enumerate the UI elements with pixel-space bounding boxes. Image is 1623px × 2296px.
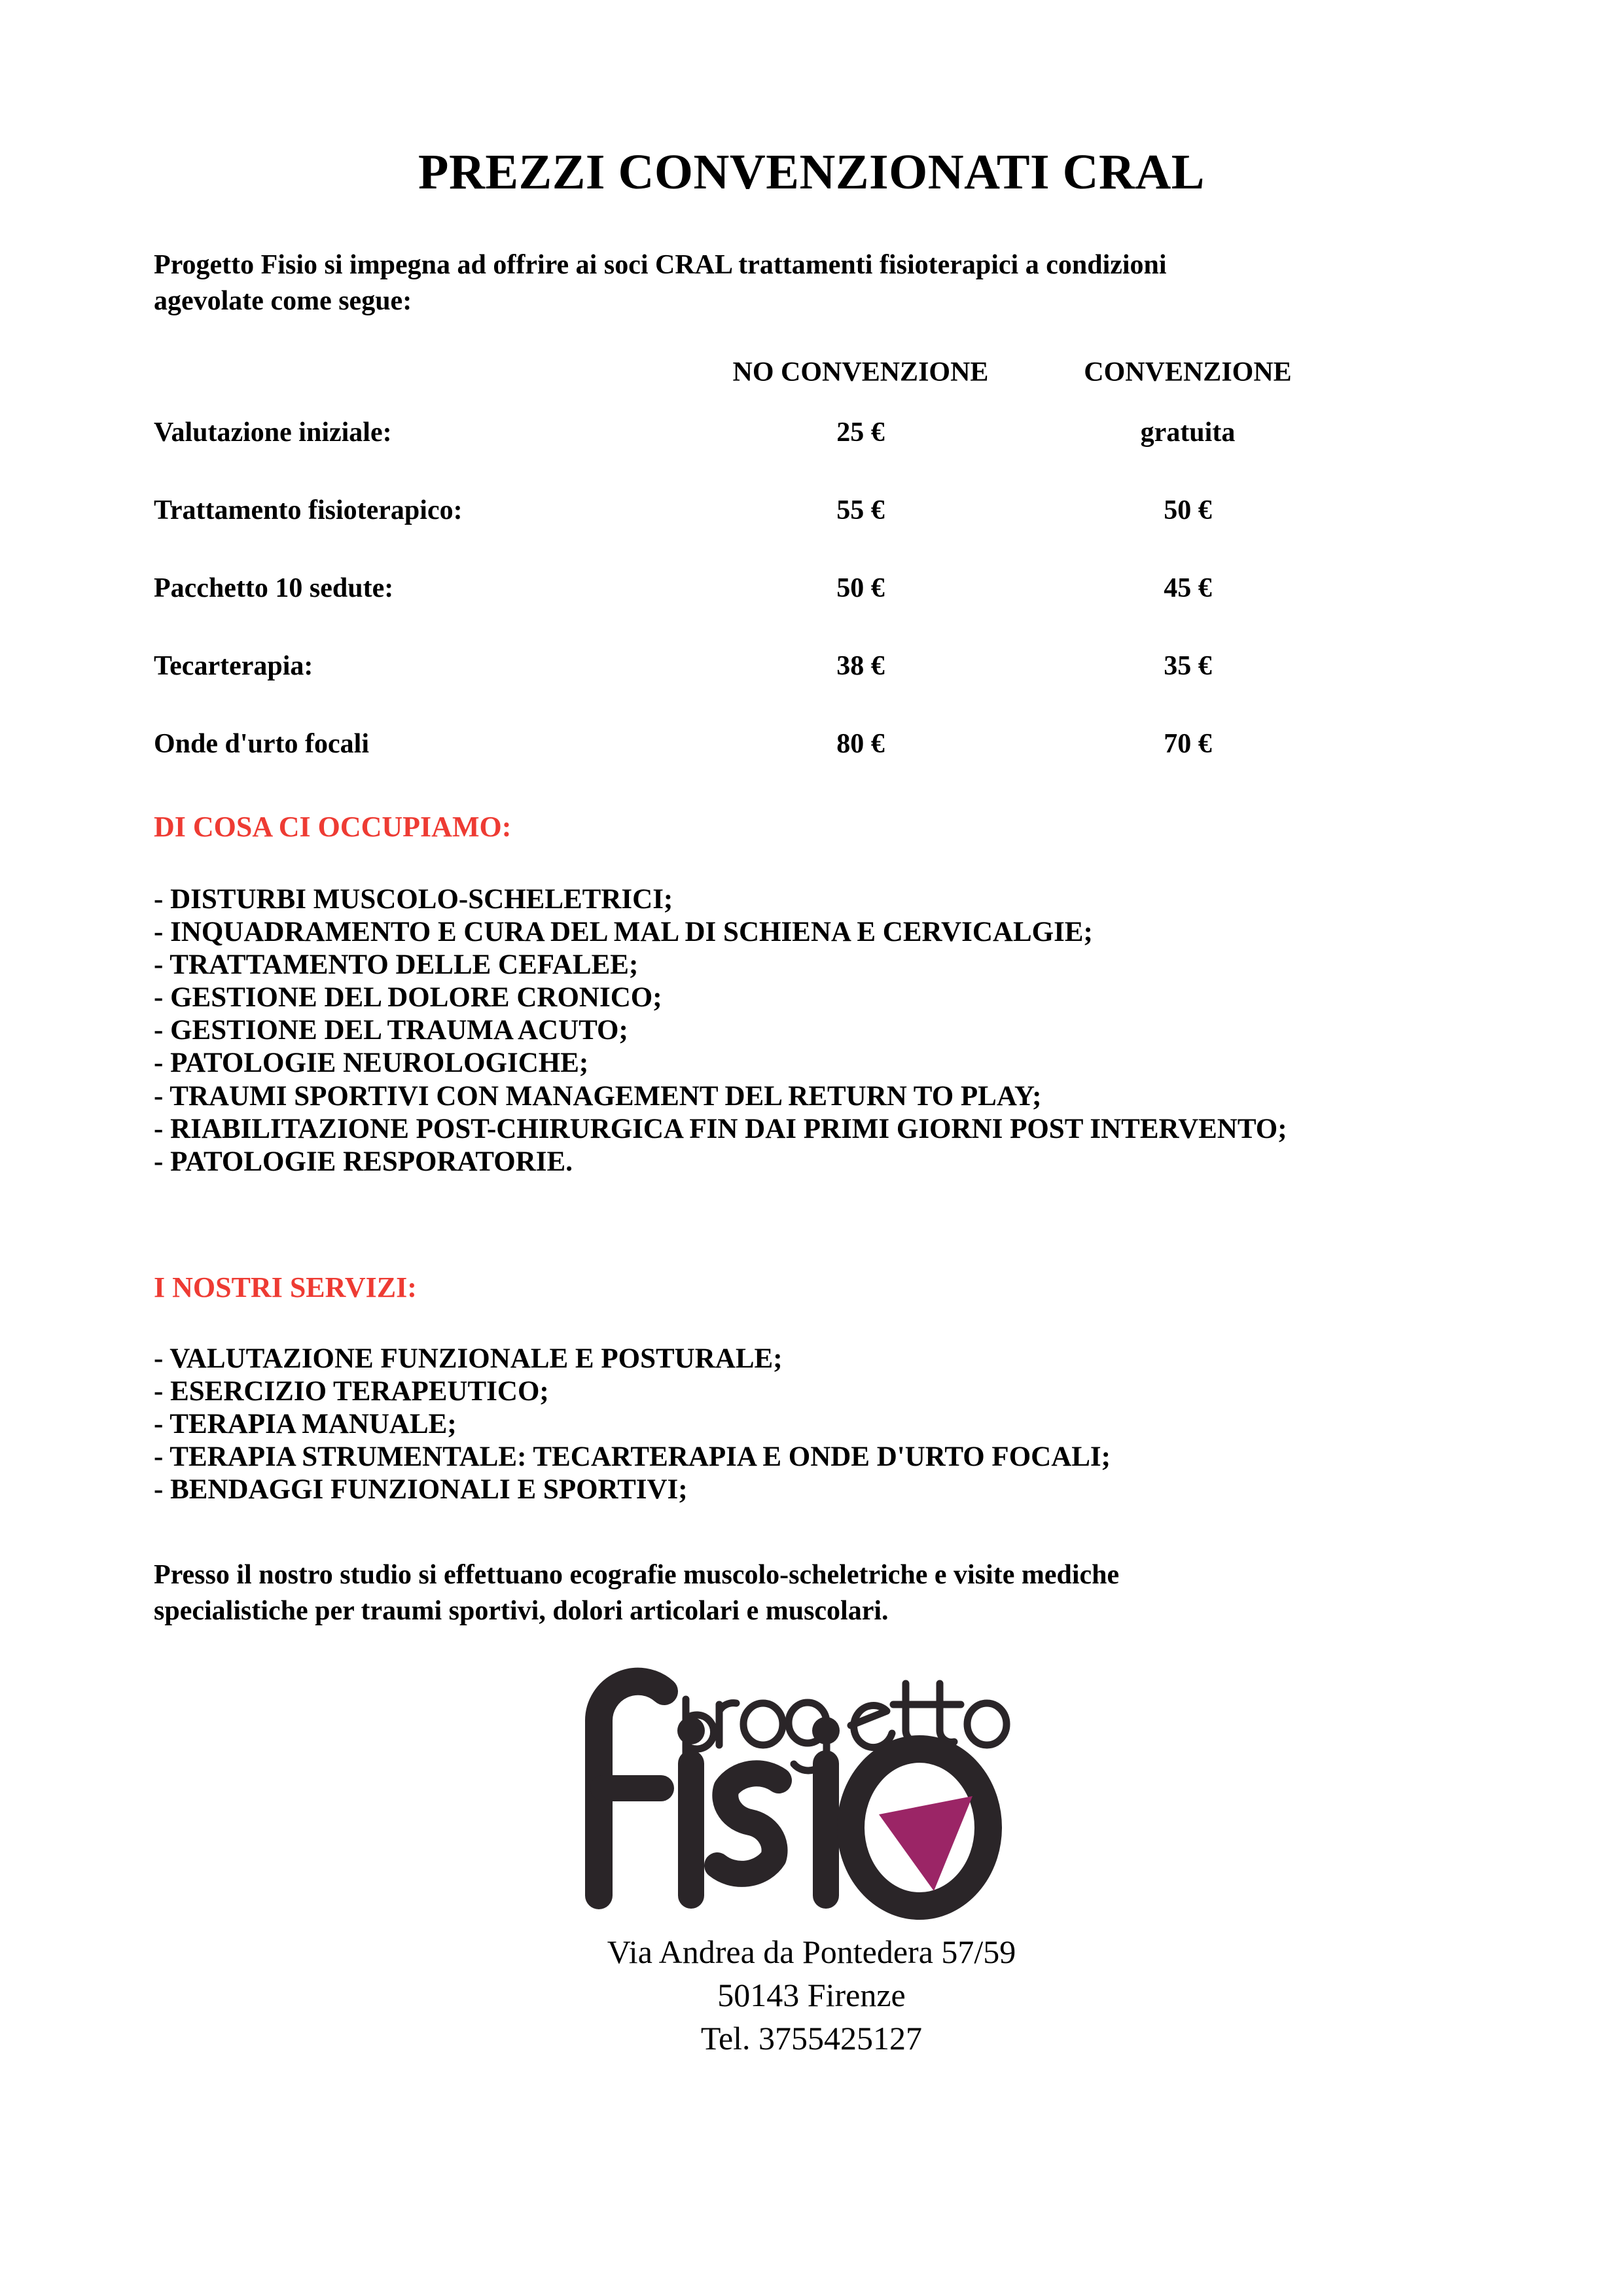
list-item: - PATOLOGIE RESPORATORIE. <box>154 1146 573 1177</box>
footer-city: 50143 Firenze <box>717 1977 906 2013</box>
list-item: - TRATTAMENTO DELLE CEFALEE; <box>154 949 639 981</box>
intro-paragraph <box>154 247 1476 320</box>
price-row-convenzione: 50 € <box>1164 495 1212 525</box>
list-item: - DISTURBI MUSCOLO-SCHELETRICI; <box>154 884 673 915</box>
price-row-no-convenzione: 80 € <box>836 729 885 759</box>
services-list-servizi <box>154 1343 1502 1506</box>
page-title: PREZZI CONVENZIONATI CRAL <box>418 145 1205 200</box>
table-row <box>154 417 1476 495</box>
table-row <box>154 728 1476 806</box>
footer-contact <box>0 1930 1623 2060</box>
price-row-label: Tecarterapia: <box>154 651 313 681</box>
list-item: - VALUTAZIONE FUNZIONALE E POSTURALE; <box>154 1343 783 1374</box>
section-heading-occupiamo: DI COSA CI OCCUPIAMO: <box>154 811 512 843</box>
price-row-label: Pacchetto 10 sedute: <box>154 573 394 603</box>
table-row <box>154 495 1476 573</box>
price-row-convenzione: 45 € <box>1164 573 1212 603</box>
closing-line-1: Presso il nostro studio si effettuano ecografie muscolo-scheletriche e visite mediche <box>154 1560 1120 1590</box>
price-table-header-row <box>154 357 1476 417</box>
price-row-no-convenzione: 25 € <box>836 417 885 448</box>
column-header-convenzione: CONVENZIONE <box>1084 357 1292 387</box>
price-row-no-convenzione: 55 € <box>836 495 885 525</box>
list-item: - TERAPIA MANUALE; <box>154 1409 457 1440</box>
progetto-fisio-logo <box>0 1665 1623 1920</box>
closing-paragraph <box>154 1557 1476 1630</box>
intro-line-1: Progetto Fisio si impegna ad offrire ai soci CRAL trattamenti fisioterapici a condizioni <box>154 250 1167 280</box>
price-row-label: Onde d'urto focali <box>154 729 370 759</box>
price-row-no-convenzione: 38 € <box>836 651 885 681</box>
intro-line-2: agevolate come segue: <box>154 286 412 317</box>
closing-line-2: specialistiche per traumi sportivi, dolori articolari e muscolari. <box>154 1596 889 1627</box>
footer-address: Via Andrea da Pontedera 57/59 <box>607 1934 1016 1970</box>
list-item: - RIABILITAZIONE POST-CHIRURGICA FIN DAI PRIMI GIORNI POST INTERVENTO; <box>154 1113 1287 1144</box>
price-row-convenzione: 35 € <box>1164 651 1212 681</box>
price-row-label: Trattamento fisioterapico: <box>154 495 463 525</box>
list-item: - TRAUMI SPORTIVI CON MANAGEMENT DEL RETURN TO PLAY; <box>154 1080 1042 1112</box>
price-row-convenzione: 70 € <box>1164 729 1212 759</box>
price-row-no-convenzione: 50 € <box>836 573 885 603</box>
list-item: - INQUADRAMENTO E CURA DEL MAL DI SCHIENA E CERVICALGIE; <box>154 917 1093 948</box>
price-row-label: Valutazione iniziale: <box>154 417 392 448</box>
list-item: - GESTIONE DEL DOLORE CRONICO; <box>154 982 662 1014</box>
price-table <box>154 357 1476 806</box>
footer-phone: Tel. 3755425127 <box>700 2020 923 2057</box>
table-row <box>154 573 1476 650</box>
price-row-convenzione: gratuita <box>1140 417 1236 448</box>
logo-icon <box>563 1665 1060 1920</box>
list-item: - BENDAGGI FUNZIONALI E SPORTIVI; <box>154 1474 688 1506</box>
list-item: - PATOLOGIE NEUROLOGICHE; <box>154 1048 589 1079</box>
services-list-occupiamo <box>154 883 1502 1178</box>
list-item: - ESERCIZIO TERAPEUTICO; <box>154 1376 549 1407</box>
section-heading-servizi: I NOSTRI SERVIZI: <box>154 1271 417 1303</box>
table-row <box>154 650 1476 728</box>
list-item: - GESTIONE DEL TRAUMA ACUTO; <box>154 1015 628 1046</box>
column-header-no-convenzione: NO CONVENZIONE <box>732 357 989 387</box>
list-item: - TERAPIA STRUMENTALE: TECARTERAPIA E ONDE D'URTO FOCALI; <box>154 1441 1111 1473</box>
